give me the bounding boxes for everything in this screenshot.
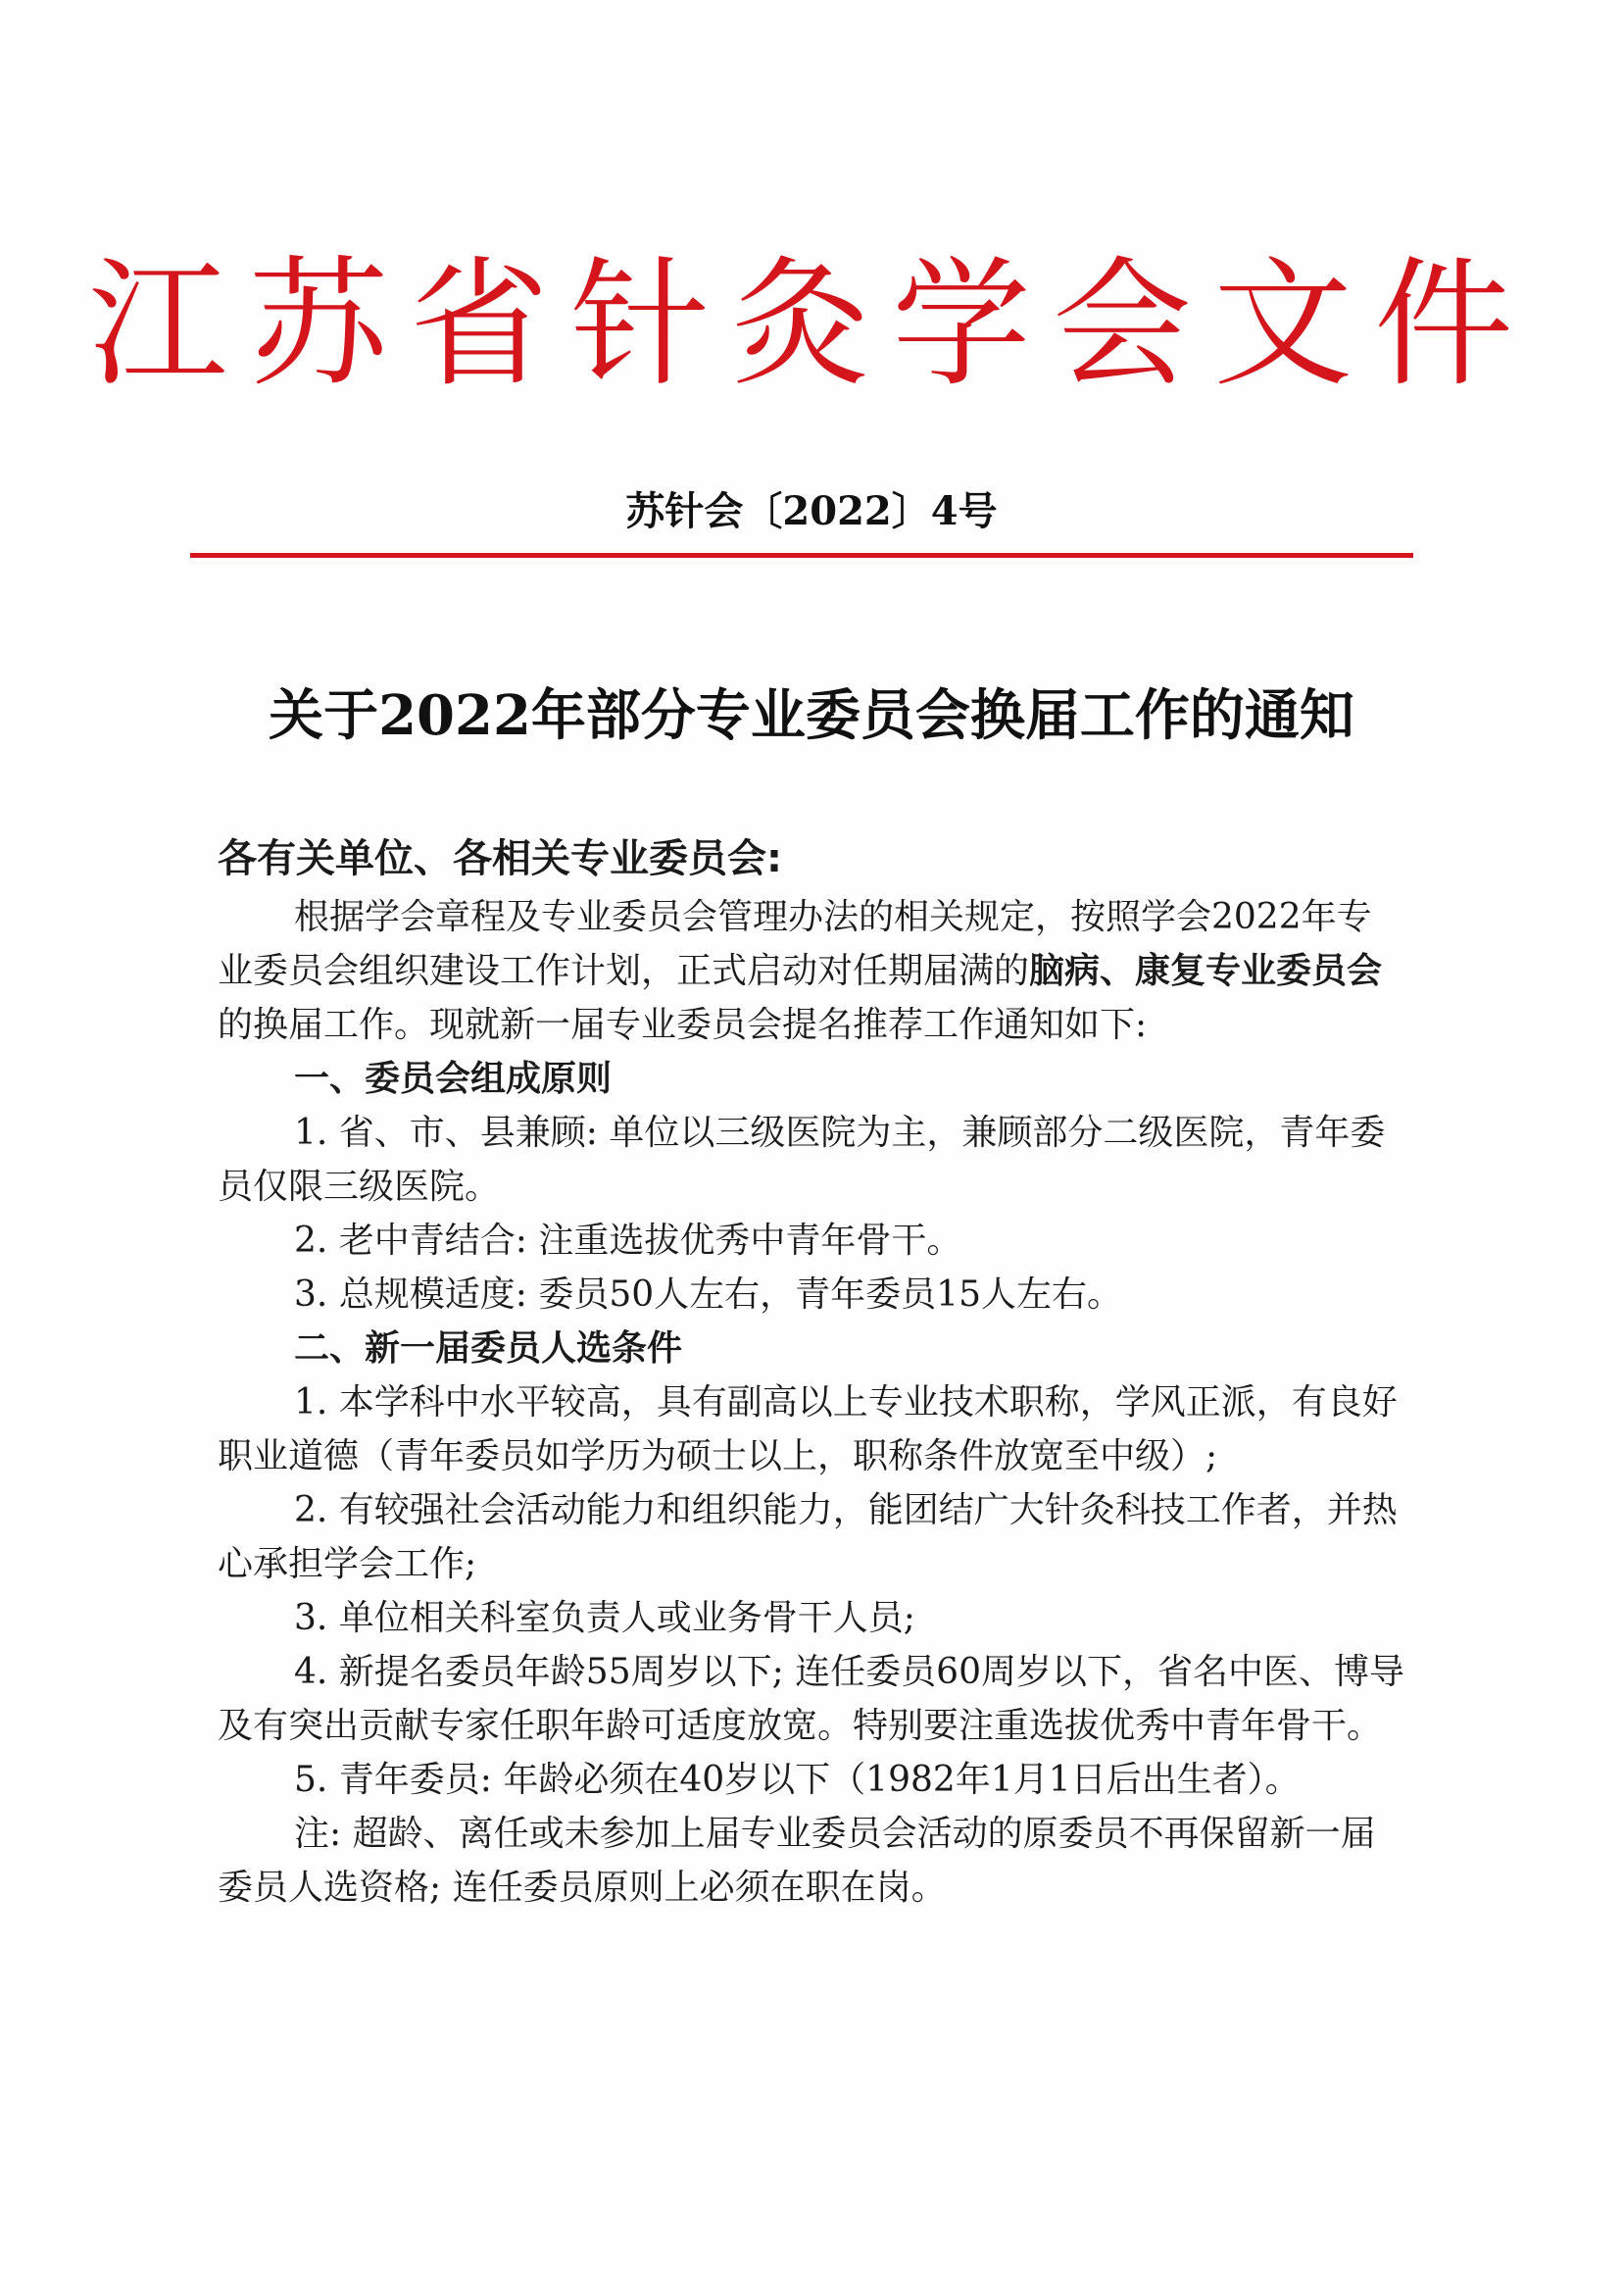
note-paragraph: 注: 超龄、离任或未参加上届专业委员会活动的原委员不再保留新一届委员人选资格; 连任委员原则上必须在职在岗。: [218, 1814, 1376, 1908]
condition-item: 2. 有较强社会活动能力和组织能力，能团结广大针灸科技工作者，并热心承担学会工作;: [218, 1490, 1398, 1584]
document-header-title: 江苏省针灸学会文件: [88, 244, 1535, 406]
principle-item: 2. 老中青结合: 注重选拔优秀中青年骨干。: [294, 1221, 962, 1261]
condition-item: 3. 单位相关科室负责人或业务骨干人员;: [294, 1598, 915, 1638]
intro-paragraph: [218, 890, 1405, 1052]
document-number: 苏针会〔2022〕4号: [625, 488, 998, 534]
condition-item: 1. 本学科中水平较高，具有副高以上专业技术职称，学风正派，有良好职业道德（青年委员如学历为硕士以上，职称条件放宽至中级）;: [218, 1382, 1398, 1476]
condition-item: 4. 新提名委员年龄55周岁以下; 连任委员60周岁以下，省名中医、博导及有突出贡献专家任职年龄可适度放宽。特别要注重选拔优秀中青年骨干。: [218, 1652, 1404, 1746]
intro-emphasis: 脑病、康复专业委员会: [1029, 951, 1383, 991]
principle-item: 3. 总规模适度: 委员50人左右，青年委员15人左右。: [294, 1274, 1122, 1315]
notice-title: 关于2022年部分专业委员会换届工作的通知: [269, 683, 1354, 748]
intro-text-2: 的换届工作。现就新一届专业委员会提名推荐工作通知如下:: [218, 1005, 1148, 1045]
salutation: 各有关单位、各相关专业委员会:: [218, 836, 782, 881]
section-heading-principles: 一、委员会组成原则: [294, 1059, 613, 1099]
notice-body: [218, 829, 1405, 1915]
principle-item: 1. 省、市、县兼顾: 单位以三级医院为主，兼顾部分二级医院，青年委员仅限三级医院。: [218, 1113, 1386, 1207]
intro-text-1: 根据学会章程及专业委员会管理办法的相关规定，按照学会2022年专业委员会组织建设工作计划，正式启动对任期届满的: [218, 897, 1372, 991]
header-divider: [190, 553, 1413, 558]
section-heading-conditions: 二、新一届委员人选条件: [294, 1328, 683, 1369]
condition-item: 5. 青年委员: 年龄必须在40岁以下（1982年1月1日后出生者）。: [294, 1760, 1301, 1800]
